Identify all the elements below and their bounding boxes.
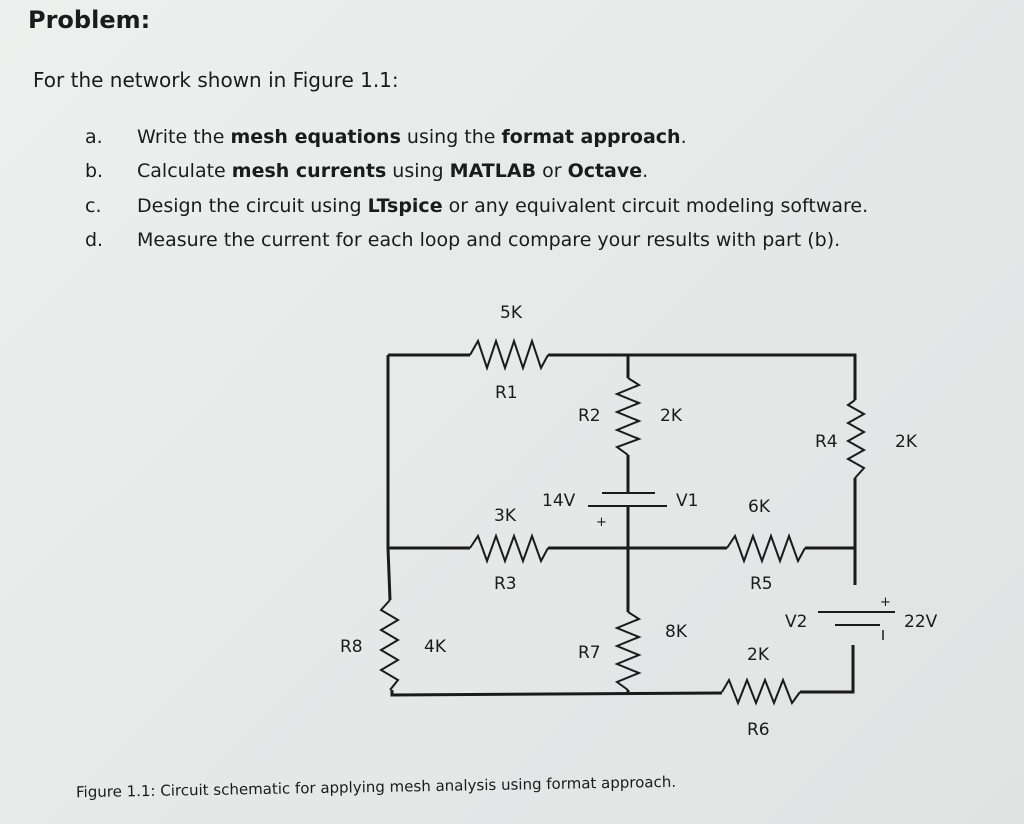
wire-top-right [548, 355, 855, 400]
v2-plus-sign: + [880, 595, 891, 610]
resistor-r2 [617, 378, 639, 455]
item-label: a. [85, 126, 103, 148]
r7-value: 8K [665, 622, 687, 642]
r2-label: R2 [578, 406, 601, 426]
r4-label: R4 [815, 432, 838, 452]
r3-label: R3 [494, 574, 517, 594]
r4-value: 2K [895, 432, 917, 452]
resistor-r8 [381, 600, 398, 690]
item-label: b. [85, 160, 104, 182]
resistor-r7 [617, 612, 639, 690]
resistor-r6 [722, 680, 800, 703]
resistor-r4 [848, 400, 864, 478]
resistor-r5 [727, 536, 805, 561]
item-text: Measure the current for each loop and compare your results with part (b). [137, 229, 841, 251]
resistor-r3 [470, 536, 548, 561]
r8-label: R8 [340, 637, 363, 657]
wire-left [388, 355, 390, 600]
r6-value: 2K [747, 645, 769, 665]
r7-label: R7 [578, 643, 601, 663]
r1-value: 5K [500, 303, 522, 323]
r5-value: 6K [748, 497, 770, 517]
resistor-r1 [470, 341, 548, 368]
r2-value: 2K [660, 406, 682, 426]
r6-label: R6 [747, 720, 770, 740]
item-label: c. [85, 195, 102, 217]
r1-label: R1 [495, 383, 518, 403]
v2-label: V2 [785, 612, 808, 632]
item-label: d. [85, 229, 104, 251]
r8-value: 4K [424, 637, 446, 657]
item-text: Write the mesh equations using the format approach. [137, 126, 687, 148]
item-text: Calculate mesh currents using MATLAB or Octave. [137, 160, 649, 182]
v2-value: 22V [904, 612, 938, 632]
r5-label: R5 [750, 574, 773, 594]
problem-title: Problem: [28, 6, 151, 34]
intro-text: For the network shown in Figure 1.1: [33, 68, 399, 92]
r3-value: 3K [494, 506, 516, 526]
v1-label: V1 [676, 491, 699, 511]
figure-caption: Figure 1.1: Circuit schematic for applying mesh analysis using format approach. [75, 772, 677, 802]
v1-value: 14V [542, 491, 576, 511]
wire-bottom [392, 690, 722, 695]
v1-plus-sign: + [596, 515, 607, 530]
item-text: Design the circuit using LTspice or any equivalent circuit modeling software. [137, 195, 869, 217]
wire-right-bottom [800, 645, 853, 692]
